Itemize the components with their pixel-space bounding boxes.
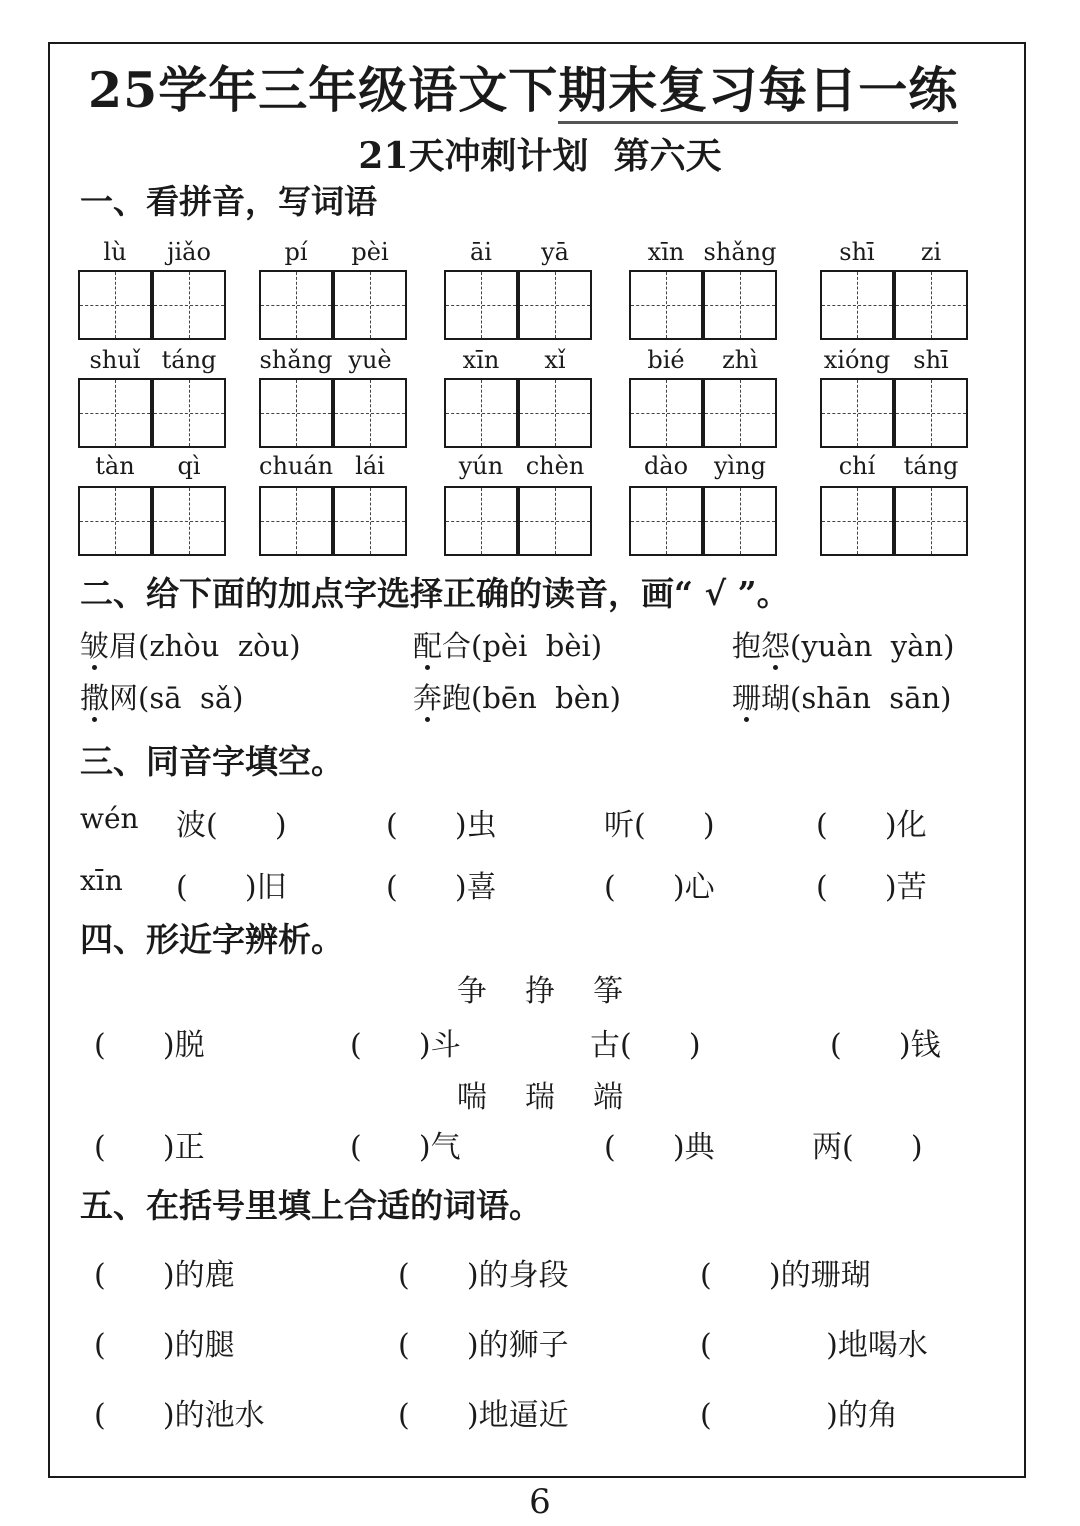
writing-grid-cell[interactable]: [629, 486, 703, 556]
reading-options[interactable]: (bēn bèn): [471, 681, 621, 715]
writing-grid-cell[interactable]: [152, 378, 226, 448]
grid-guide-horizontal: [261, 413, 331, 414]
grid-guide-horizontal: [520, 521, 590, 522]
title-part1: 25学年三年级语文下: [88, 61, 559, 119]
grid-guide-horizontal: [261, 305, 331, 306]
fill-blank-item[interactable]: ( )斗: [350, 1028, 461, 1063]
reading-options[interactable]: (yuàn yàn): [790, 629, 955, 663]
reading-options[interactable]: (pèi bèi): [471, 629, 603, 663]
writing-grid-cell[interactable]: [894, 270, 968, 340]
pinyin-syllable: yún: [458, 452, 504, 480]
fill-blank-item[interactable]: ( )的身段: [398, 1258, 569, 1293]
pinyin-syllable: pí: [284, 238, 308, 266]
pinyin-syllable: zhì: [722, 346, 758, 374]
fill-blank-item[interactable]: ( )地逼近: [398, 1398, 569, 1433]
word-character: 眉: [109, 629, 139, 663]
grid-guide-horizontal: [335, 521, 405, 522]
pinyin-syllable: yìng: [713, 452, 767, 480]
grid-guide-horizontal: [896, 521, 966, 522]
writing-grid-cell[interactable]: [333, 378, 407, 448]
word-character: 跑: [442, 681, 472, 715]
pronunciation-item: [80, 676, 243, 717]
writing-grid-cell[interactable]: [78, 378, 152, 448]
grid-guide-horizontal: [822, 413, 892, 414]
section2-heading: 二、给下面的加点字选择正确的读音，画“ √ ”。: [80, 574, 790, 613]
grid-guide-horizontal: [335, 413, 405, 414]
fill-blank-item[interactable]: ( )脱: [94, 1028, 205, 1063]
grid-guide-horizontal: [154, 413, 224, 414]
fill-blank-item[interactable]: 古( ): [590, 1028, 701, 1063]
writing-grid-cell[interactable]: [259, 270, 333, 340]
dotted-character: 怨: [761, 629, 791, 663]
pinyin-syllable: qì: [177, 452, 201, 480]
writing-grid-cell[interactable]: [518, 270, 592, 340]
reading-options[interactable]: (zhòu zòu): [138, 629, 301, 663]
grid-guide-horizontal: [80, 413, 150, 414]
fill-blank-item[interactable]: 波( ): [176, 808, 287, 843]
word-character: 网: [109, 681, 139, 715]
word-character: 抱: [732, 629, 762, 663]
grid-guide-horizontal: [261, 521, 331, 522]
grid-guide-horizontal: [520, 413, 590, 414]
writing-grid-cell[interactable]: [629, 270, 703, 340]
page-title: [88, 52, 958, 122]
grid-guide-horizontal: [631, 521, 701, 522]
pinyin-syllable: āi: [470, 238, 492, 266]
pronunciation-item: [413, 676, 621, 717]
writing-grid-cell[interactable]: [703, 486, 777, 556]
pinyin-syllable: lù: [103, 238, 127, 266]
fill-blank-item[interactable]: ( )苦: [816, 870, 927, 905]
section4-heading: 四、形近字辨析。: [80, 920, 344, 959]
section3-heading: 三、同音字填空。: [80, 742, 344, 781]
pinyin-syllable: shuǐ: [89, 346, 141, 374]
pronunciation-item: [732, 624, 954, 665]
character-group: 争 挣 筝: [456, 974, 624, 1009]
writing-grid-cell[interactable]: [894, 378, 968, 448]
writing-grid-cell[interactable]: [259, 486, 333, 556]
grid-guide-horizontal: [80, 305, 150, 306]
grid-guide-horizontal: [446, 413, 516, 414]
fill-blank-item[interactable]: ( )钱: [830, 1028, 941, 1063]
pinyin-syllable: xióng: [823, 346, 891, 374]
fill-blank-item[interactable]: ( )的狮子: [398, 1328, 569, 1363]
dotted-character: 皱: [80, 629, 110, 663]
homophone-pinyin: xīn: [80, 864, 123, 897]
word-character: 合: [442, 629, 472, 663]
fill-blank-item[interactable]: ( )正: [94, 1130, 205, 1165]
writing-grid-cell[interactable]: [444, 378, 518, 448]
pinyin-syllable: shǎng: [259, 346, 333, 374]
pinyin-syllable: zi: [920, 238, 942, 266]
writing-grid-cell[interactable]: [629, 378, 703, 448]
pinyin-syllable: bié: [647, 346, 685, 374]
writing-grid-cell[interactable]: [444, 270, 518, 340]
pronunciation-item: [413, 624, 602, 665]
writing-grid-cell[interactable]: [518, 486, 592, 556]
fill-blank-item[interactable]: ( )的腿: [94, 1328, 235, 1363]
pinyin-syllable: dào: [643, 452, 689, 480]
title-part2: 期末复习每日一练: [558, 61, 958, 124]
dotted-character: 奔: [413, 681, 443, 715]
reading-options[interactable]: (shān sān): [790, 681, 952, 715]
grid-guide-horizontal: [154, 305, 224, 306]
writing-grid-cell[interactable]: [444, 486, 518, 556]
fill-blank-item[interactable]: ( )气: [350, 1130, 461, 1165]
pinyin-syllable: xīn: [647, 238, 685, 266]
homophone-pinyin: wén: [80, 802, 139, 835]
writing-grid-cell[interactable]: [152, 486, 226, 556]
grid-guide-horizontal: [335, 305, 405, 306]
fill-blank-item[interactable]: ( )地喝水: [700, 1328, 928, 1363]
pinyin-syllable: jiǎo: [167, 238, 211, 266]
writing-grid-cell[interactable]: [333, 486, 407, 556]
fill-blank-item[interactable]: ( )喜: [386, 870, 497, 905]
pinyin-syllable: yuè: [348, 346, 392, 374]
pinyin-syllable: tàn: [95, 452, 135, 480]
pinyin-syllable: táng: [903, 452, 959, 480]
fill-blank-item[interactable]: ( )的池水: [94, 1398, 265, 1433]
fill-blank-item[interactable]: ( )的角: [700, 1398, 898, 1433]
grid-guide-horizontal: [705, 305, 775, 306]
grid-guide-horizontal: [705, 521, 775, 522]
writing-grid-cell[interactable]: [78, 486, 152, 556]
grid-guide-horizontal: [896, 305, 966, 306]
writing-grid-cell[interactable]: [703, 378, 777, 448]
pinyin-syllable: lái: [355, 452, 385, 480]
writing-grid-cell[interactable]: [820, 486, 894, 556]
page-subtitle: 21天冲刺计划 第六天: [358, 135, 722, 177]
pinyin-syllable: chuán: [259, 452, 334, 480]
grid-guide-horizontal: [154, 521, 224, 522]
pinyin-syllable: shǎng: [703, 238, 777, 266]
fill-blank-item[interactable]: ( )的鹿: [94, 1258, 235, 1293]
writing-grid-cell[interactable]: [333, 270, 407, 340]
fill-blank-item[interactable]: ( )心: [604, 870, 715, 905]
fill-blank-item[interactable]: 两( ): [812, 1130, 923, 1165]
writing-grid-cell[interactable]: [703, 270, 777, 340]
grid-guide-horizontal: [896, 413, 966, 414]
grid-guide-horizontal: [631, 413, 701, 414]
writing-grid-cell[interactable]: [894, 486, 968, 556]
pinyin-syllable: chèn: [525, 452, 585, 480]
grid-guide-horizontal: [446, 305, 516, 306]
pinyin-syllable: shī: [839, 238, 875, 266]
pinyin-syllable: xīn: [462, 346, 500, 374]
fill-blank-item[interactable]: ( )典: [604, 1130, 715, 1165]
writing-grid-cell[interactable]: [259, 378, 333, 448]
dotted-character: 配: [413, 629, 443, 663]
section1-heading: 一、看拼音，写词语: [80, 182, 377, 221]
grid-guide-horizontal: [705, 413, 775, 414]
fill-blank-item[interactable]: ( )虫: [386, 808, 497, 843]
pronunciation-item: [732, 676, 951, 717]
dotted-character: 珊: [732, 681, 762, 715]
writing-grid-cell[interactable]: [152, 270, 226, 340]
pinyin-syllable: shī: [913, 346, 949, 374]
dotted-character: 撒: [80, 681, 110, 715]
fill-blank-item[interactable]: ( )的珊瑚: [700, 1258, 871, 1293]
fill-blank-item[interactable]: 听( ): [604, 808, 715, 843]
fill-blank-item[interactable]: ( )化: [816, 808, 927, 843]
writing-grid-cell[interactable]: [78, 270, 152, 340]
writing-grid-cell[interactable]: [820, 378, 894, 448]
writing-grid-cell[interactable]: [518, 378, 592, 448]
section5-heading: 五、在括号里填上合适的词语。: [80, 1186, 542, 1225]
word-character: 瑚: [761, 681, 791, 715]
pinyin-syllable: táng: [161, 346, 217, 374]
grid-guide-horizontal: [446, 521, 516, 522]
pronunciation-item: [80, 624, 301, 665]
pinyin-syllable: chí: [838, 452, 876, 480]
grid-guide-horizontal: [822, 305, 892, 306]
reading-options[interactable]: (sā sǎ): [138, 681, 244, 715]
writing-grid-cell[interactable]: [820, 270, 894, 340]
grid-guide-horizontal: [520, 305, 590, 306]
pinyin-syllable: pèi: [351, 238, 389, 266]
grid-guide-horizontal: [631, 305, 701, 306]
grid-guide-horizontal: [822, 521, 892, 522]
pinyin-syllable: yā: [541, 238, 569, 266]
page-number: 6: [529, 1482, 551, 1522]
character-group: 喘 瑞 端: [456, 1080, 624, 1115]
pinyin-syllable: xǐ: [544, 346, 566, 374]
grid-guide-horizontal: [80, 521, 150, 522]
fill-blank-item[interactable]: ( )旧: [176, 870, 287, 905]
